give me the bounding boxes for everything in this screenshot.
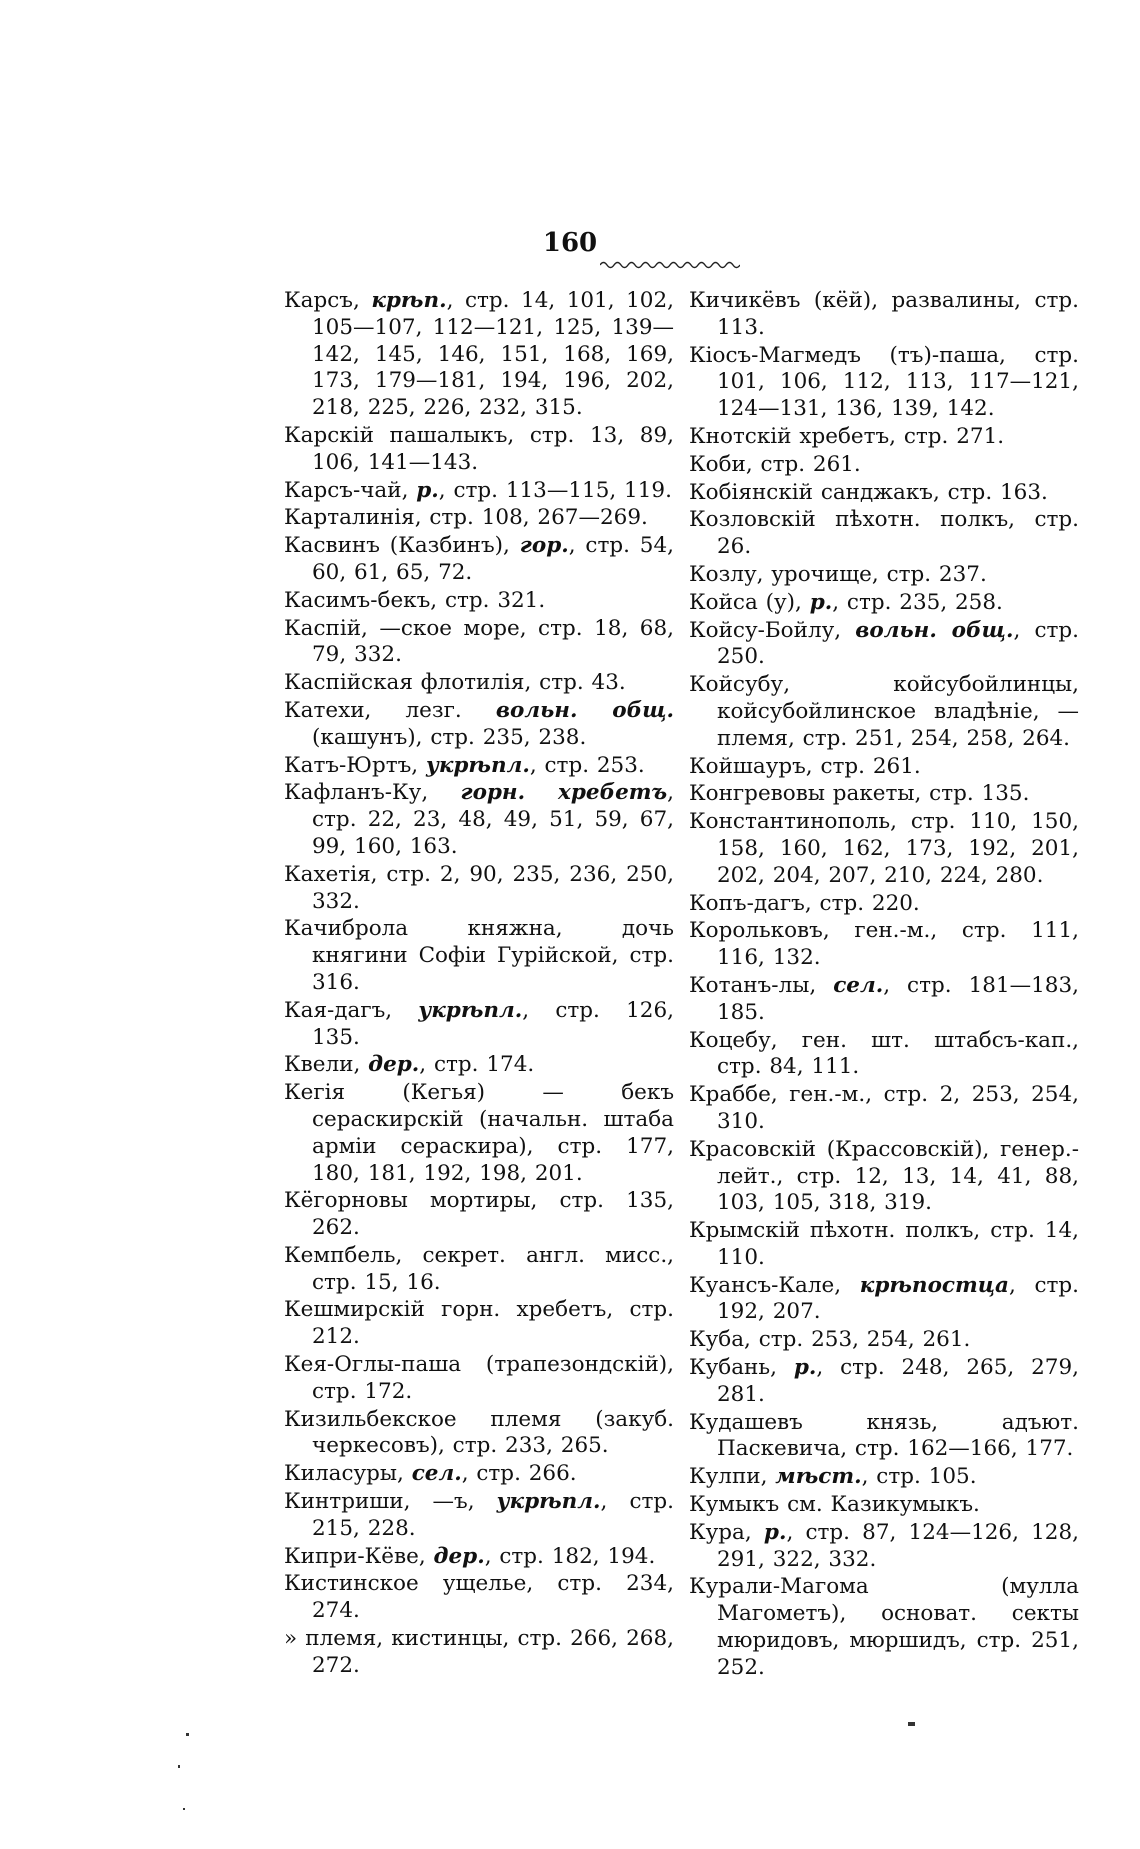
index-entry: [284, 1352, 674, 1406]
entry-abbreviation: вольн. общ.: [855, 617, 1014, 643]
entry-pages: , стр. 192, 207.: [717, 1272, 1079, 1325]
entry-pages: , стр. 266.: [461, 1461, 577, 1487]
entry-head: Кубань,: [689, 1355, 777, 1381]
index-entry: [284, 478, 674, 505]
entry-abbreviation: сел.: [833, 972, 884, 998]
entry-abbreviation: гор.: [519, 533, 569, 559]
index-entry: [284, 1544, 674, 1571]
entry-head: » племя, кистинцы, стр. 266, 268, 272.: [284, 1626, 674, 1678]
index-entry: [284, 1407, 674, 1461]
entry-abbreviation: дер.: [368, 1052, 420, 1078]
index-entry: [689, 973, 1079, 1027]
entry-head: Кемпбель, секрет. англ. мисс., стр. 15, 16.: [284, 1242, 674, 1295]
index-entry: [689, 590, 1079, 617]
entry-head: Крымскій пѣхотн. полкъ, стр. 14, 110.: [689, 1218, 1079, 1270]
index-entry: [689, 891, 1079, 918]
entry-head: Карскій пашалыкъ, стр. 13, 89, 106, 141—143.: [284, 422, 674, 475]
entry-head: Койса (у),: [689, 589, 802, 615]
entry-head: Котанъ-лы,: [689, 972, 817, 998]
index-entry: [689, 424, 1079, 451]
entry-pages: , стр. 235, 258.: [832, 589, 1003, 615]
index-entry: [689, 672, 1079, 752]
index-entry: [689, 754, 1079, 781]
entry-head: Кумыкъ см. Казикумыкъ.: [689, 1492, 980, 1518]
index-entry: [689, 452, 1079, 479]
entry-pages: , стр. 215, 228.: [312, 1489, 674, 1541]
entry-head: Кешмирскій горн. хребетъ, стр. 212.: [284, 1297, 674, 1350]
entry-head: Квели,: [284, 1052, 361, 1078]
entry-head: Кахетія, стр. 2, 90, 235, 236, 250, 332.: [284, 861, 674, 914]
index-entry: [689, 1028, 1079, 1082]
index-entry: [284, 998, 674, 1052]
entry-head: Кафланъ-Ку,: [284, 780, 429, 806]
entry-head: Качиброла княжна, дочь княгини Софіи Гурійской, стр. 316.: [284, 916, 674, 995]
index-entry: [284, 670, 674, 697]
entry-pages: , стр. 181—183, 185.: [717, 972, 1079, 1025]
index-entry: [284, 1243, 674, 1297]
entry-pages: , стр. 253.: [529, 752, 645, 778]
entry-pages: , стр. 182, 194.: [484, 1543, 656, 1569]
entry-abbreviation: вольн. общ.: [495, 697, 674, 723]
index-entry: [284, 916, 674, 996]
entry-pages: , стр. 54, 60, 61, 65, 72.: [312, 533, 675, 585]
entry-abbreviation: сел.: [411, 1461, 462, 1487]
entry-head: Катехи, лезг.: [284, 697, 462, 723]
index-column-right: [689, 288, 1079, 1683]
index-entry: [284, 1052, 674, 1079]
index-entry: [284, 588, 674, 615]
index-entry: [689, 562, 1079, 589]
index-entry: [284, 1188, 674, 1242]
entry-head: Кея-Оглы-паша (трапезондскій), стр. 172.: [284, 1352, 674, 1404]
entry-head: Козловскій пѣхотн. полкъ, стр. 26.: [689, 507, 1079, 560]
index-entry: [284, 533, 674, 587]
entry-head: Касвинъ (Казбинъ),: [284, 533, 510, 559]
entry-head: Коцебу, ген. шт. штабсъ-кап., стр. 84, 111.: [689, 1027, 1079, 1080]
entry-abbreviation: укрѣпл.: [496, 1489, 601, 1515]
wavy-rule-ornament: [600, 260, 740, 270]
entry-head: Кобіянскій санджакъ, стр. 163.: [689, 479, 1048, 505]
entry-pages: , стр. 105.: [861, 1464, 977, 1490]
index-entry: [284, 1297, 674, 1351]
entry-abbreviation: р.: [793, 1355, 817, 1381]
entry-pages: , стр. 113—115, 119.: [438, 477, 672, 503]
entry-head: Красовскій (Крассовскій), генер.-лейт., стр. 12, 13, 14, 41, 88, 103, 105, 318, 319.: [689, 1136, 1079, 1216]
ink-speck: [183, 1808, 185, 1810]
index-entry: [689, 343, 1079, 423]
entry-abbreviation: р.: [763, 1519, 787, 1545]
entry-head: Койсу-Бойлу,: [689, 617, 842, 643]
entry-abbreviation: дер.: [433, 1543, 485, 1569]
entry-pages: , стр. 248, 265, 279, 281.: [717, 1355, 1079, 1407]
entry-head: Кулпи,: [689, 1464, 768, 1490]
entry-abbreviation: р.: [416, 477, 439, 503]
entry-abbreviation: укрѣпл.: [418, 997, 523, 1023]
index-column-left: [284, 288, 674, 1681]
index-entry: [689, 288, 1079, 342]
index-entry: [284, 1626, 674, 1680]
index-entry: [689, 1273, 1079, 1327]
entry-head: Кегія (Кегья) — бекъ сераскирскій (начальн. штаба арміи сераскира), стр. 177, 180, 181, 192, 198, 201.: [284, 1080, 674, 1186]
index-entry: [689, 507, 1079, 561]
entry-head: Константинополь, стр. 110, 150, 158, 160, 162, 173, 192, 201, 202, 204, 207, 210, 224, 280.: [689, 809, 1079, 888]
index-entry: [689, 809, 1079, 889]
ink-speck: [908, 1722, 915, 1726]
index-entry: [689, 480, 1079, 507]
index-entry: [689, 1082, 1079, 1136]
ink-speck: [178, 1765, 180, 1768]
index-entry: [689, 1410, 1079, 1464]
entry-head: Кудашевъ князь, адъют. Паскевича, стр. 162—166, 177.: [689, 1409, 1079, 1462]
index-entry: [284, 698, 674, 752]
entry-head: Копъ-дагъ, стр. 220.: [689, 890, 920, 916]
entry-head: Карсъ,: [284, 288, 360, 313]
index-entry: [284, 780, 674, 860]
entry-head: Кичикёвъ (кёй), развалины, стр. 113.: [689, 288, 1079, 340]
entry-head: Кура,: [689, 1519, 752, 1545]
entry-head: Коби, стр. 261.: [689, 451, 861, 477]
entry-pages: , стр. 87, 124—126, 128, 291, 322, 332.: [717, 1519, 1079, 1572]
entry-head: Курали-Магома (мулла Магометъ), основат. секты мюридовъ, мюршидъ, стр. 251, 252.: [689, 1574, 1079, 1680]
entry-head: Конгревовы ракеты, стр. 135.: [689, 781, 1030, 807]
entry-head: Куба, стр. 253, 254, 261.: [689, 1327, 971, 1353]
index-entry: [284, 1489, 674, 1543]
entry-abbreviation: крѣп.: [371, 288, 447, 313]
index-entry: [284, 616, 674, 670]
index-entry: [689, 1355, 1079, 1409]
entry-head: Кизильбекское племя (закуб. черкесовъ), стр. 233, 265.: [284, 1406, 674, 1459]
index-entry: [689, 1492, 1079, 1519]
entry-abbreviation: р.: [809, 589, 833, 615]
index-entry: [284, 1461, 674, 1488]
entry-head: Киласуры,: [284, 1461, 404, 1487]
index-entry: [284, 1571, 674, 1625]
entry-head: Корольковъ, ген.-м., стр. 111, 116, 132.: [689, 918, 1079, 971]
entry-pages: , стр. 250.: [717, 617, 1080, 670]
entry-head: Каспій, —ское море, стр. 18, 68, 79, 332.: [284, 615, 674, 668]
entry-abbreviation: укрѣпл.: [425, 752, 530, 778]
index-entry: [284, 753, 674, 780]
entry-head: Койсубу, койсубойлинцы, койсубойлинское владѣніе, — племя, стр. 251, 254, 258, 264.: [689, 672, 1079, 751]
entry-abbreviation: горн. хребетъ: [460, 780, 668, 806]
index-entry: [689, 1464, 1079, 1491]
entry-head: Кнотскій хребетъ, стр. 271.: [689, 423, 1005, 449]
entry-abbreviation: крѣпостца: [859, 1272, 1009, 1298]
entry-head: Карталинія, стр. 108, 267—269.: [284, 505, 648, 531]
entry-pages: , стр. 22, 23, 48, 49, 51, 59, 67, 99, 160, 163.: [312, 780, 674, 859]
page-number: 160: [542, 228, 598, 258]
entry-pages: (кашунъ), стр. 235, 238.: [312, 724, 587, 750]
entry-head: Кая-дагъ,: [284, 997, 393, 1023]
entry-head: Краббе, ген.-м., стр. 2, 253, 254, 310.: [689, 1082, 1079, 1134]
entry-pages: , стр. 14, 101, 102, 105—107, 112—121, 125, 139—142, 145, 146, 151, 168, 169, 173, 179—181, 194, 196, 202, 218, 225, 226, 232, 315.: [312, 288, 674, 421]
entry-head: Койшауръ, стр. 261.: [689, 753, 921, 779]
index-entry: [689, 1520, 1079, 1574]
entry-head: Катъ-Юртъ,: [284, 752, 419, 778]
entry-abbreviation: мѣст.: [775, 1464, 862, 1490]
entry-head: Каспійская флотилія, стр. 43.: [284, 670, 626, 696]
index-entry: [689, 781, 1079, 808]
index-entry: [284, 862, 674, 916]
entry-head: Козлу, урочище, стр. 237.: [689, 561, 987, 587]
index-entry: [689, 918, 1079, 972]
index-entry: [284, 505, 674, 532]
entry-head: Касимъ-бекъ, стр. 321.: [284, 587, 546, 613]
entry-head: Кипри-Кёве,: [284, 1543, 426, 1569]
entry-head: Кёгорновы мортиры, стр. 135, 262.: [284, 1188, 674, 1241]
entry-head: Кинтриши, —ъ,: [284, 1489, 475, 1515]
entry-head: Карсъ-чай,: [284, 477, 409, 503]
index-entry: [284, 288, 674, 422]
entry-head: Кистинское ущелье, стр. 234, 274.: [284, 1571, 674, 1624]
entry-pages: , стр. 174.: [419, 1052, 535, 1078]
entry-pages: , стр. 126, 135.: [312, 997, 674, 1050]
entry-head: Куансъ-Кале,: [689, 1272, 842, 1298]
index-entry: [689, 1327, 1079, 1354]
index-entry: [284, 423, 674, 477]
ink-speck: [186, 1733, 189, 1736]
index-entry: [689, 1137, 1079, 1217]
index-entry: [689, 1574, 1079, 1681]
index-entry: [689, 1218, 1079, 1272]
index-entry: [689, 618, 1079, 672]
entry-head: Кіосъ-Магмедъ (тъ)-паша, стр. 101, 106, 112, 113, 117—121, 124—131, 136, 139, 142.: [689, 342, 1079, 422]
index-entry: [284, 1080, 674, 1187]
